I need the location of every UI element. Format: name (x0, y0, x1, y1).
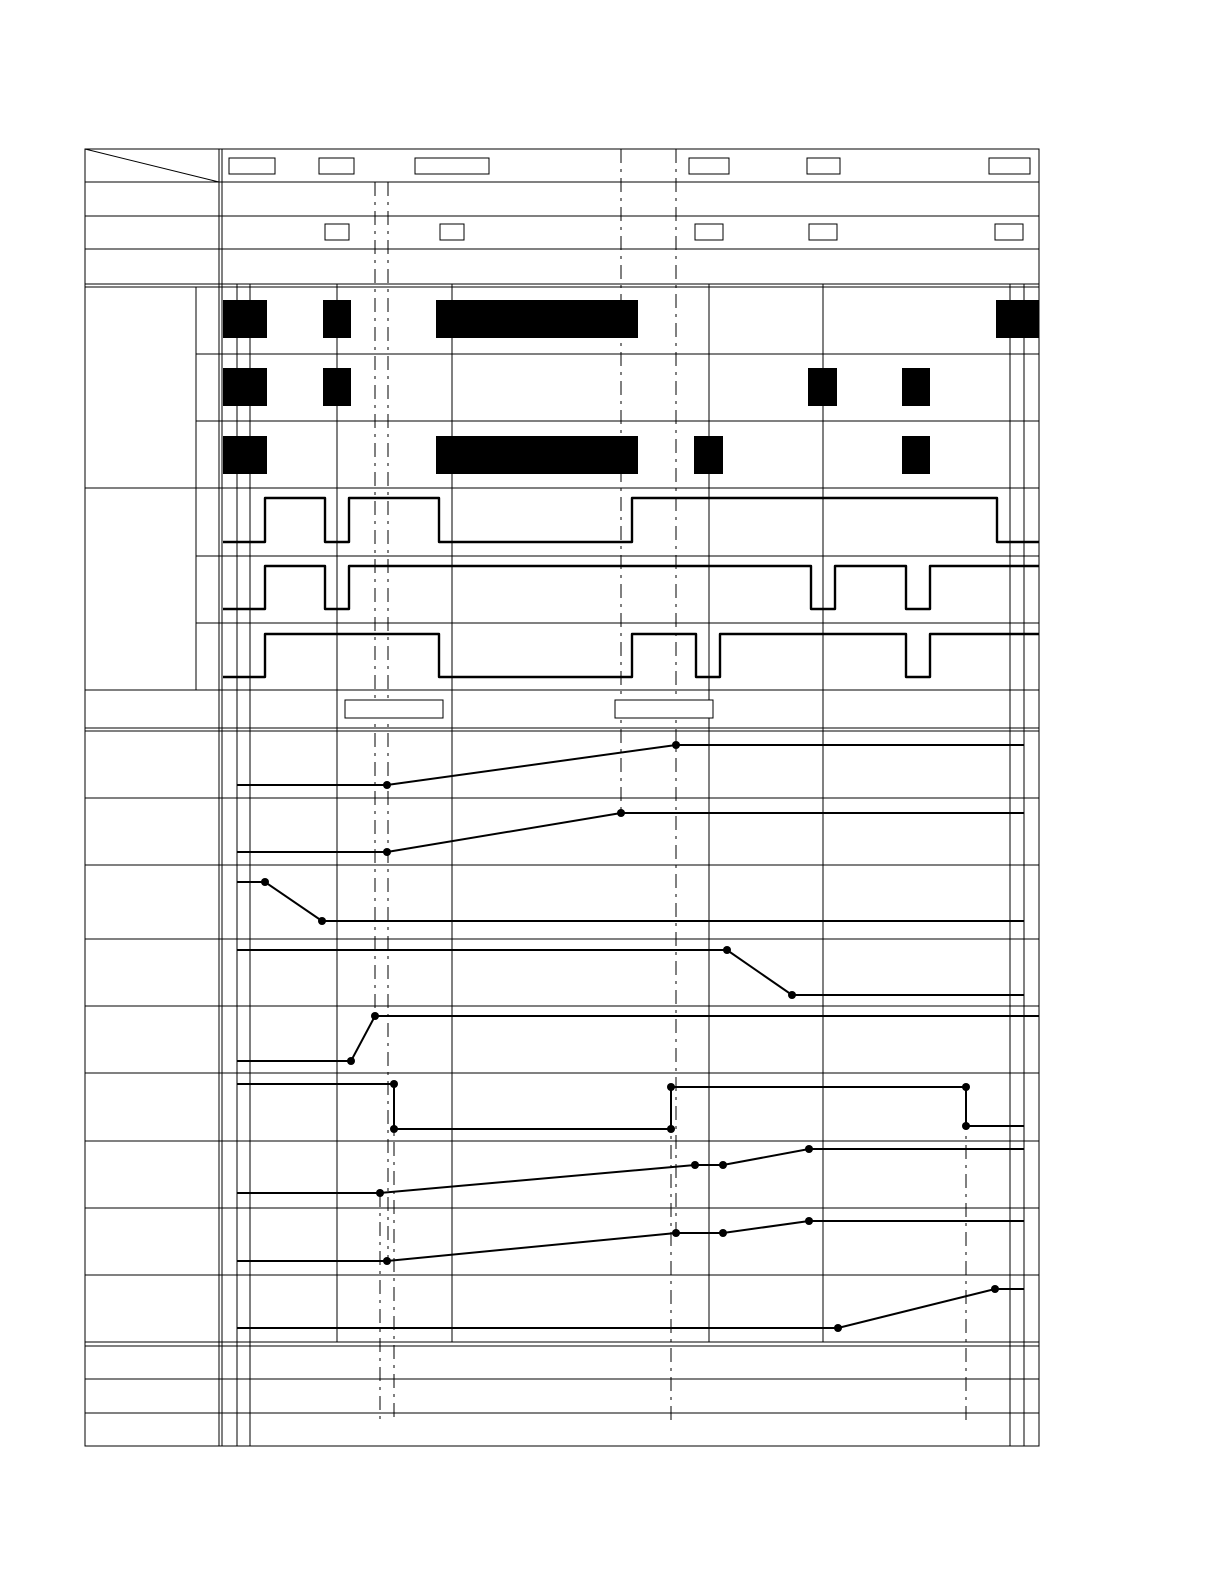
waveform-2 (223, 566, 1039, 609)
waveforms (223, 498, 1039, 677)
block-row-2 (223, 368, 930, 406)
row-dividers (85, 182, 1039, 1413)
trace-1 (237, 745, 1024, 785)
block-row-3 (223, 436, 930, 474)
trace-nodes (261, 741, 999, 1332)
trace-6 (237, 1084, 1024, 1129)
trace-7 (237, 1149, 1024, 1193)
analog-traces (237, 745, 1039, 1328)
event-lines (375, 149, 966, 1422)
waveform-1 (223, 498, 1039, 542)
trace-5 (237, 1016, 1039, 1061)
trace-8 (237, 1221, 1024, 1261)
trace-9 (237, 1289, 1024, 1328)
mid-tags (345, 700, 713, 718)
block-row-1 (223, 300, 1039, 338)
trace-3 (237, 882, 1024, 921)
trace-2 (237, 813, 1024, 852)
trace-4 (237, 950, 1024, 995)
waveform-3 (223, 634, 1039, 677)
header-tags-row1 (229, 158, 1030, 174)
header-tags-row3 (325, 224, 1023, 240)
